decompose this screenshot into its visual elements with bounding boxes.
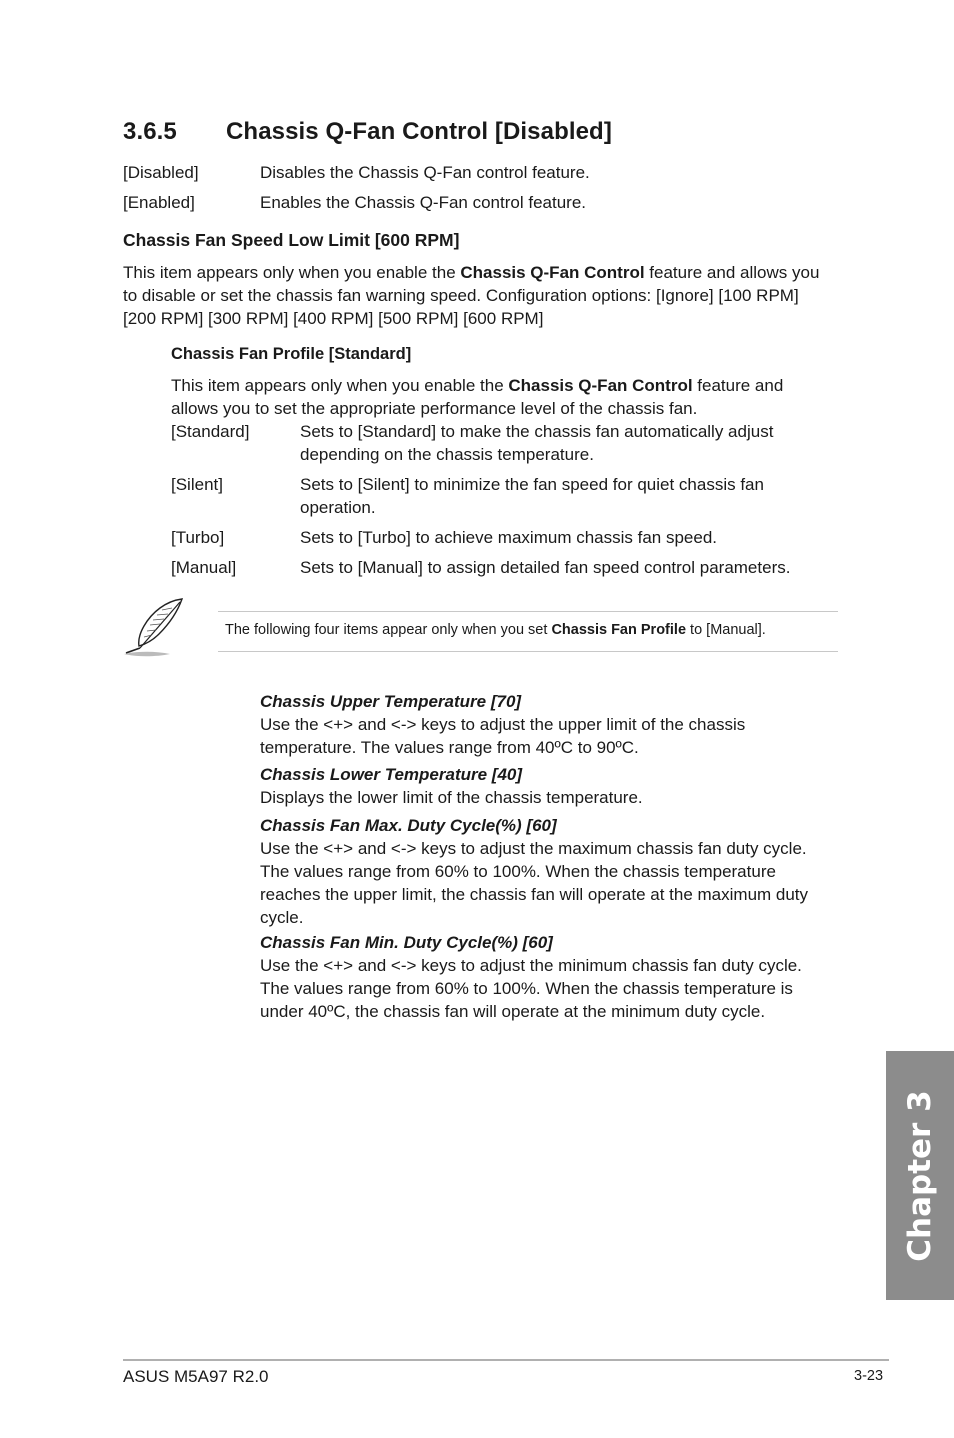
- chapter-tab: [886, 1051, 954, 1300]
- option-desc: Enables the Chassis Q-Fan control feature.: [260, 193, 586, 212]
- option-term: [Silent]: [171, 475, 223, 494]
- option-desc: [300, 473, 764, 519]
- text-line: allows you to set the appropriate performance level of the chassis fan.: [171, 399, 698, 418]
- text-line: cycle.: [260, 908, 304, 927]
- text-line: [200 RPM] [300 RPM] [400 RPM] [500 RPM] [600 RPM]: [123, 309, 544, 328]
- text-run: feature and allows you: [644, 263, 820, 282]
- option-row: [123, 161, 843, 184]
- text-run: This item appears only when you enable the: [171, 376, 509, 395]
- text-line: Use the <+> and <-> keys to adjust the maximum chassis fan duty cycle.: [260, 839, 807, 858]
- text-line: The values range from 60% to 100%. When the chassis temperature: [260, 862, 776, 881]
- text-line: Sets to [Turbo] to achieve maximum chassis fan speed.: [300, 528, 718, 547]
- text-line: Sets to [Silent] to minimize the fan speed for quiet chassis fan: [300, 475, 764, 494]
- low-limit-paragraph: [123, 261, 843, 330]
- manual-item-title: Chassis Upper Temperature [70]: [260, 692, 522, 711]
- text-line: Sets to [Manual] to assign detailed fan speed control parameters.: [300, 558, 791, 577]
- text-line: Use the <+> and <-> keys to adjust the minimum chassis fan duty cycle.: [260, 956, 802, 975]
- section-title: Chassis Q-Fan Control [Disabled]: [226, 118, 612, 145]
- low-limit-heading: Chassis Fan Speed Low Limit [600 RPM]: [123, 230, 460, 250]
- profile-option-row: [171, 420, 851, 466]
- feather-pen-icon: [122, 596, 186, 658]
- text-line: temperature. The values range from 40ºC to 90ºC.: [260, 738, 639, 757]
- text-line: under 40ºC, the chassis fan will operate at the minimum duty cycle.: [260, 1002, 766, 1021]
- footer-rule: [123, 1359, 889, 1361]
- manual-item: [260, 814, 860, 929]
- note-top-rule: [218, 611, 838, 612]
- chapter-tab-label: Chapter 3: [902, 1089, 938, 1262]
- profile-option-row: [171, 526, 851, 549]
- text-line: reaches the upper limit, the chassis fan will operate at the maximum duty: [260, 885, 809, 904]
- option-term: [Turbo]: [171, 528, 225, 547]
- profile-option-row: [171, 473, 851, 519]
- section-heading: [123, 118, 612, 146]
- profile-heading: Chassis Fan Profile [Standard]: [171, 345, 412, 363]
- option-term: [Enabled]: [123, 193, 195, 212]
- option-desc: [300, 420, 773, 466]
- text-line: Sets to [Standard] to make the chassis fan automatically adjust: [300, 422, 774, 441]
- manual-item-title: Chassis Fan Max. Duty Cycle(%) [60]: [260, 816, 557, 835]
- manual-item: [260, 931, 860, 1023]
- profile-option-row: [171, 556, 851, 579]
- option-term: [Disabled]: [123, 163, 199, 182]
- option-row: [123, 191, 843, 214]
- text-run: The following four items appear only when you set: [225, 622, 552, 638]
- bold-run: Chassis Fan Profile: [551, 622, 687, 638]
- option-term: [Standard]: [171, 422, 250, 441]
- text-line: to disable or set the chassis fan warning speed. Configuration options: [Ignore] [100 RPM]: [123, 286, 799, 305]
- bold-run: Chassis Q-Fan Control: [460, 263, 645, 282]
- text-line: depending on the chassis temperature.: [300, 445, 594, 464]
- page-number: 3-23: [854, 1368, 884, 1384]
- footer-product: ASUS M5A97 R2.0: [123, 1367, 269, 1386]
- option-desc: Disables the Chassis Q-Fan control feature.: [260, 163, 590, 182]
- text-line: The values range from 60% to 100%. When the chassis temperature is: [260, 979, 793, 998]
- option-desc: [300, 526, 717, 549]
- note-text: [225, 622, 766, 638]
- bold-run: Chassis Q-Fan Control: [508, 376, 693, 395]
- text-line: Displays the lower limit of the chassis temperature.: [260, 788, 643, 807]
- manual-item-title: Chassis Fan Min. Duty Cycle(%) [60]: [260, 933, 553, 952]
- text-line: operation.: [300, 498, 376, 517]
- text-run: feature and: [692, 376, 784, 395]
- manual-item-title: Chassis Lower Temperature [40]: [260, 765, 523, 784]
- note-bottom-rule: [218, 651, 838, 652]
- profile-paragraph: [171, 374, 851, 420]
- text-line: Use the <+> and <-> keys to adjust the upper limit of the chassis: [260, 715, 746, 734]
- text-run: to [Manual].: [686, 622, 766, 638]
- section-number: 3.6.5: [123, 118, 177, 145]
- option-desc: [300, 556, 790, 579]
- manual-item: [260, 763, 860, 809]
- manual-item: [260, 690, 860, 759]
- option-term: [Manual]: [171, 558, 237, 577]
- text-run: This item appears only when you enable the: [123, 263, 461, 282]
